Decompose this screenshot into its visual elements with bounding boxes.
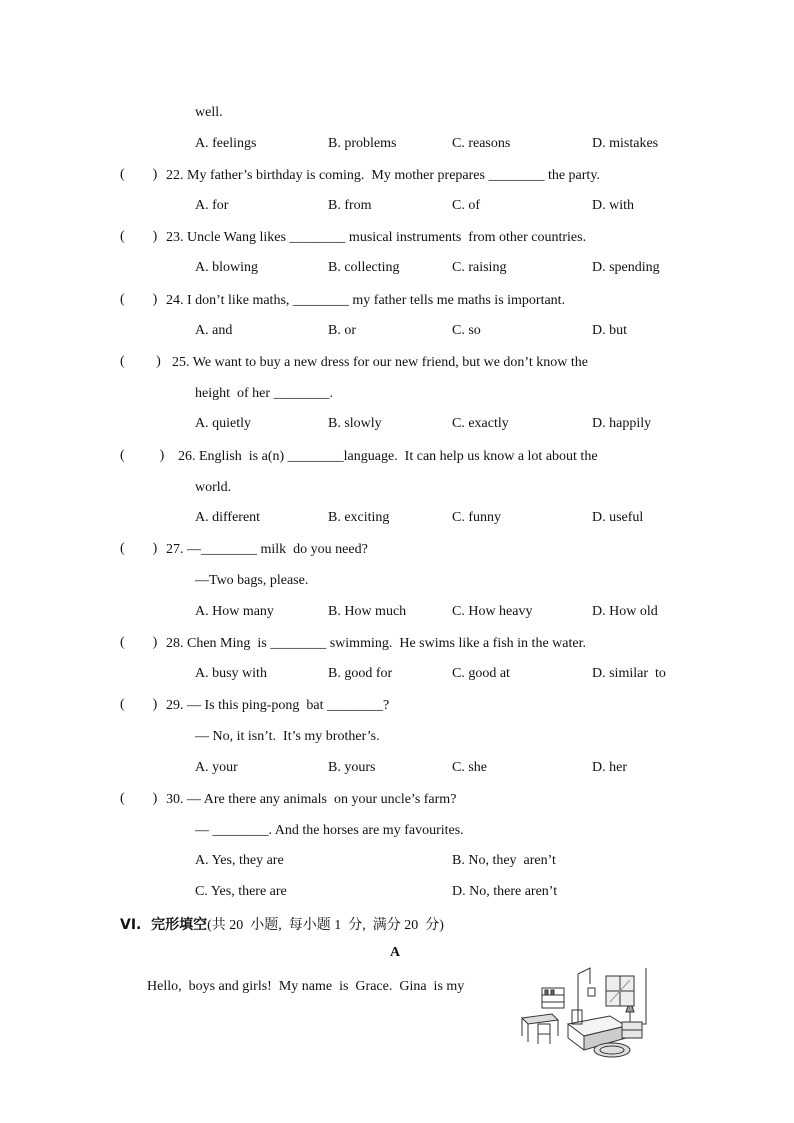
option-c: C. exactly — [452, 416, 509, 431]
option-d: D. spending — [592, 260, 660, 275]
option-a: A. and — [195, 323, 233, 338]
question-text: 26. English is a(n) ________language. It can help us know a lot about the — [178, 449, 598, 464]
option-a: A. your — [195, 760, 238, 775]
passage-label: A — [390, 945, 401, 960]
passage-text: Hello, boys and girls! My name is Grace. Gina is my — [147, 979, 465, 994]
option-b: B. slowly — [328, 416, 382, 431]
question-text: 24. I don’t like maths, ________ my father tells me maths is important. — [166, 293, 566, 308]
option-b: B. from — [328, 198, 372, 213]
option-b: B. yours — [328, 760, 376, 775]
section-number: VI. — [120, 917, 142, 933]
question-text: 29. — Is this ping-pong bat ________? — [166, 698, 390, 713]
option-b: B. collecting — [328, 260, 400, 275]
option-d: D. but — [592, 323, 627, 338]
answer-paren: ( ) — [120, 354, 161, 369]
option-d: D. useful — [592, 510, 644, 525]
option-c: C. Yes, there are — [195, 884, 287, 899]
option-b: B. How much — [328, 604, 407, 619]
section-heading — [120, 914, 444, 934]
option-a: A. Yes, they are — [195, 853, 284, 868]
option-b: B. or — [328, 323, 356, 338]
option-d: D. How old — [592, 604, 658, 619]
question-text: 27. —________ milk do you need? — [166, 542, 368, 557]
answer-paren: ( ) — [120, 541, 158, 556]
option-d: D. No, there aren’t — [452, 884, 558, 899]
answer-paren: ( ) — [120, 697, 158, 712]
option-a: A. for — [195, 198, 229, 213]
option-c: C. of — [452, 198, 480, 213]
question-text: 23. Uncle Wang likes ________ musical instruments from other countries. — [166, 230, 587, 245]
question-text-continued: — ________. And the horses are my favourites. — [195, 823, 464, 838]
option-a: A. quietly — [195, 416, 251, 431]
option-b: B. good for — [328, 666, 393, 681]
option-a: A. feelings — [195, 136, 257, 151]
option-d: D. happily — [592, 416, 652, 431]
option-b: B. problems — [328, 136, 397, 151]
bedroom-illustration-icon — [518, 964, 648, 1062]
option-d: D. mistakes — [592, 136, 659, 151]
question-text: 30. — Are there any animals on your uncle’s farm? — [166, 792, 457, 807]
option-b: B. exciting — [328, 510, 390, 525]
option-a: A. blowing — [195, 260, 258, 275]
question-text-continued: —Two bags, please. — [195, 573, 309, 588]
option-a: A. busy with — [195, 666, 267, 681]
question-text: 25. We want to buy a new dress for our new friend, but we don’t know the — [172, 355, 588, 370]
section-title: 完形填空 — [151, 917, 208, 933]
answer-paren: ( ) — [120, 448, 165, 463]
option-c: C. How heavy — [452, 604, 533, 619]
option-d: D. her — [592, 760, 627, 775]
answer-paren: ( ) — [120, 791, 158, 806]
question-text-continued: world. — [195, 480, 232, 495]
option-c: C. reasons — [452, 136, 511, 151]
option-d: D. similar to — [592, 666, 666, 681]
option-c: C. funny — [452, 510, 501, 525]
option-b: B. No, they aren’t — [452, 853, 556, 868]
option-c: C. so — [452, 323, 481, 338]
answer-paren: ( ) — [120, 229, 158, 244]
option-c: C. she — [452, 760, 487, 775]
option-d: D. with — [592, 198, 634, 213]
option-a: A. different — [195, 510, 261, 525]
question-text-continued: height of her ________. — [195, 386, 334, 401]
question-text: 28. Chen Ming is ________ swimming. He swims like a fish in the water. — [166, 636, 586, 651]
option-a: A. How many — [195, 604, 274, 619]
answer-paren: ( ) — [120, 292, 158, 307]
question-text: 22. My father’s birthday is coming. My mother prepares ________ the party. — [166, 168, 600, 183]
option-c: C. raising — [452, 260, 507, 275]
answer-paren: ( ) — [120, 167, 158, 182]
question-continuation: well. — [195, 105, 223, 120]
question-text-continued: — No, it isn’t. It’s my brother’s. — [195, 729, 380, 744]
answer-paren: ( ) — [120, 635, 158, 650]
section-note: (共 20 小题, 每小题 1 分, 满分 20 分) — [207, 918, 444, 933]
option-c: C. good at — [452, 666, 510, 681]
